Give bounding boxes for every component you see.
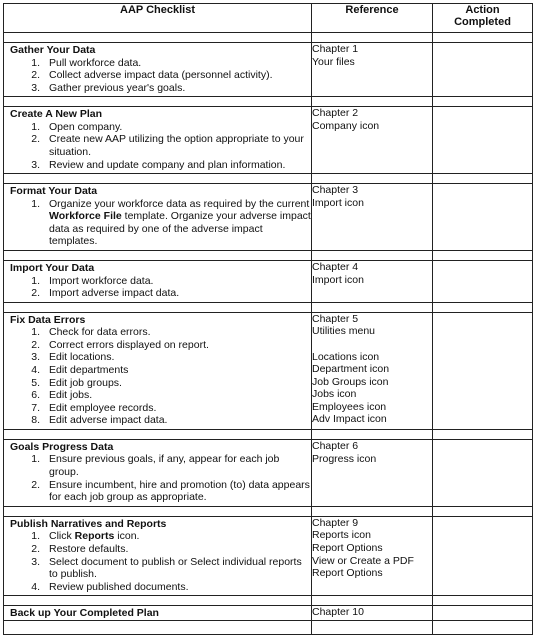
step-number: 3. <box>31 158 40 171</box>
spacer-row <box>4 429 533 439</box>
reference-line: Import icon <box>312 273 364 286</box>
section-title: Publish Narratives and Reports <box>10 517 167 530</box>
reference-line <box>312 235 432 248</box>
step-number: 1. <box>31 120 40 133</box>
section-reference-cell <box>312 261 433 303</box>
reference-line: Job Groups icon <box>312 375 389 388</box>
action-completed-cell[interactable] <box>433 184 533 251</box>
step-text: Create new AAP utilizing the option appropriate to your situation. <box>49 133 304 158</box>
step-text: Gather previous year's goals. <box>49 81 186 94</box>
section-steps-cell <box>4 107 312 174</box>
reference-line: Chapter 2 <box>312 107 359 120</box>
spacer-cell <box>312 596 433 606</box>
step-item <box>4 389 311 402</box>
step-number: 6. <box>31 389 40 402</box>
section-row <box>4 184 533 251</box>
aap-checklist-table <box>3 3 533 635</box>
reference-line: Chapter 9 <box>312 516 359 529</box>
spacer-cell <box>4 429 312 439</box>
reference-line <box>312 132 432 145</box>
section-steps-cell <box>4 439 312 506</box>
section-title: Back up Your Completed Plan <box>10 607 159 620</box>
step-number: 8. <box>31 414 40 427</box>
step-number: 2. <box>31 287 40 300</box>
step-item <box>4 364 311 377</box>
step-text: Open company. <box>49 120 123 133</box>
step-text: Ensure incumbent, hire and promotion (to) data appears for each job group as appropriate. <box>49 478 310 504</box>
reference-line: Progress icon <box>312 452 377 465</box>
action-completed-cell[interactable] <box>433 439 533 506</box>
reference-line <box>312 465 432 478</box>
step-number: 2. <box>31 542 40 555</box>
section-steps-cell <box>4 43 312 97</box>
step-text: Select document to publish or Select individual reports to publish. <box>49 555 302 581</box>
section-row <box>4 439 533 506</box>
step-text: Edit departments <box>49 364 129 376</box>
step-item <box>4 159 311 172</box>
section-title: Fix Data Errors <box>10 313 86 326</box>
reference-line <box>312 68 432 81</box>
step-text: Pull workforce data. <box>49 56 142 69</box>
section-title: Goals Progress Data <box>10 440 114 453</box>
reference-line: Import icon <box>312 196 364 209</box>
action-completed-cell[interactable] <box>433 606 533 621</box>
section-title: Format Your Data <box>10 185 98 198</box>
step-text: Collect adverse impact data (personnel activity). <box>49 69 273 82</box>
section-steps-cell <box>4 312 312 429</box>
step-number: 7. <box>31 401 40 414</box>
spacer-row <box>4 97 533 107</box>
reference-line <box>312 209 432 222</box>
action-completed-cell[interactable] <box>433 516 533 595</box>
section-reference-cell <box>312 606 433 621</box>
step-item <box>4 581 311 594</box>
step-item <box>4 69 311 82</box>
reference-line: Adv Impact icon <box>312 413 387 426</box>
section-row <box>4 312 533 429</box>
step-text: Organize your workforce data as required by the current <box>49 197 310 210</box>
step-text: Import adverse impact data. <box>49 287 180 300</box>
reference-line: Chapter 1 <box>312 43 359 55</box>
section-row <box>4 107 533 174</box>
step-number: 1. <box>31 197 40 210</box>
step-number: 4. <box>31 364 40 376</box>
step-list <box>4 530 311 595</box>
step-number: 3. <box>31 81 40 94</box>
step-item <box>4 57 311 70</box>
step-number: 2. <box>31 133 40 146</box>
step-text: Correct errors displayed on report. <box>49 338 209 351</box>
section-title: Gather Your Data <box>10 44 96 56</box>
step-item <box>4 339 311 352</box>
spacer-cell <box>4 97 312 107</box>
step-text: Restore defaults. <box>49 542 129 555</box>
section-reference-cell <box>312 516 433 595</box>
step-item <box>4 275 311 288</box>
reference-line <box>312 222 432 235</box>
step-text-emphasis: Workforce File <box>49 210 122 223</box>
step-item <box>4 402 311 415</box>
step-number: 5. <box>31 376 40 389</box>
step-item <box>4 543 311 556</box>
section-steps-cell <box>4 261 312 303</box>
reference-line: Chapter 3 <box>312 184 359 197</box>
step-item <box>4 121 311 134</box>
action-completed-cell[interactable] <box>433 261 533 303</box>
spacer-cell <box>433 302 533 312</box>
reference-line: Chapter 4 <box>312 261 359 274</box>
step-number: 2. <box>31 478 40 491</box>
step-text: Ensure previous goals, if any, appear for each job group. <box>49 453 280 479</box>
header-action-line1: Action <box>465 4 500 16</box>
step-item <box>4 414 311 427</box>
spacer-row <box>4 251 533 261</box>
header-checklist: AAP Checklist <box>4 4 312 33</box>
step-item <box>4 479 311 504</box>
spacer-row <box>4 174 533 184</box>
step-list <box>4 453 311 505</box>
spacer-row <box>4 506 533 516</box>
section-title: Import Your Data <box>10 262 95 275</box>
step-number: 3. <box>31 351 40 364</box>
header-action-completed <box>433 4 533 33</box>
section-reference-cell <box>312 439 433 506</box>
step-text: icon. <box>114 530 140 543</box>
reference-line: Chapter 5 <box>312 312 359 325</box>
action-completed-cell[interactable] <box>433 107 533 174</box>
section-row <box>4 261 533 303</box>
spacer-cell <box>4 302 312 312</box>
section-reference-cell <box>312 312 433 429</box>
step-text: Edit adverse impact data. <box>49 414 168 427</box>
reference-line <box>312 580 432 593</box>
spacer-cell <box>312 506 433 516</box>
step-item <box>4 351 311 364</box>
section-row <box>4 606 533 621</box>
step-item <box>4 377 311 390</box>
section-reference-cell <box>312 107 433 174</box>
header-reference: Reference <box>312 4 433 33</box>
step-list <box>4 198 311 250</box>
spacer-cell <box>312 174 433 184</box>
step-number: 1. <box>31 56 40 69</box>
step-number: 3. <box>31 555 40 568</box>
spacer-cell <box>433 251 533 261</box>
step-number: 2. <box>31 69 40 82</box>
reference-line <box>312 145 432 158</box>
reference-line <box>312 158 432 171</box>
step-text: Import workforce data. <box>49 274 154 287</box>
reference-line: Utilities menu <box>312 325 376 338</box>
step-item <box>4 198 311 248</box>
spacer-cell <box>312 251 433 261</box>
spacer-cell <box>312 429 433 439</box>
reference-line: Report Options <box>312 542 383 555</box>
header-action-line2: Completed <box>454 16 511 28</box>
section-reference-cell <box>312 43 433 97</box>
step-list <box>4 275 311 302</box>
step-text: Review and update company and plan information. <box>49 158 286 171</box>
step-number: 1. <box>31 530 40 543</box>
step-text: Check for data errors. <box>49 326 151 339</box>
spacer-cell <box>4 596 312 606</box>
spacer-cell <box>4 174 312 184</box>
spacer-cell <box>312 620 433 634</box>
spacer-cell <box>4 620 312 634</box>
reference-line: Chapter 10 <box>312 606 364 619</box>
reference-line: Chapter 6 <box>312 439 359 452</box>
section-steps-cell <box>4 184 312 251</box>
reference-line <box>312 490 432 503</box>
action-completed-cell[interactable] <box>433 312 533 429</box>
spacer-row <box>4 302 533 312</box>
section-reference-cell <box>312 184 433 251</box>
action-completed-cell[interactable] <box>433 43 533 97</box>
step-list <box>4 326 311 429</box>
reference-line: Reports icon <box>312 529 371 542</box>
spacer-row <box>4 620 533 634</box>
spacer-cell <box>433 506 533 516</box>
step-number: 1. <box>31 453 40 466</box>
step-item <box>4 133 311 158</box>
step-number: 1. <box>31 274 40 287</box>
spacer-cell <box>433 620 533 634</box>
spacer-cell <box>312 97 433 107</box>
spacer-cell <box>433 97 533 107</box>
step-item <box>4 82 311 95</box>
reference-line <box>312 81 432 94</box>
step-text: Edit locations. <box>49 351 115 364</box>
step-text: Review published documents. <box>49 580 189 593</box>
reference-line <box>312 478 432 491</box>
table-header-row <box>4 4 533 33</box>
spacer-cell <box>433 429 533 439</box>
spacer-cell <box>433 596 533 606</box>
spacer-cell <box>312 302 433 312</box>
reference-line: Department icon <box>312 363 390 376</box>
step-item <box>4 556 311 581</box>
spacer-row <box>4 33 533 43</box>
spacer-cell <box>433 33 533 43</box>
step-item <box>4 530 311 543</box>
step-text: Edit employee records. <box>49 401 157 414</box>
section-steps-cell <box>4 606 312 621</box>
step-item <box>4 287 311 300</box>
step-text: template. Organize your adverse impact data as required by one of the adverse impact templates. <box>49 210 311 248</box>
step-text-emphasis: Reports <box>74 530 115 543</box>
step-text: Edit job groups. <box>49 376 122 389</box>
spacer-cell <box>433 174 533 184</box>
reference-line: Locations icon <box>312 350 380 363</box>
reference-line <box>312 286 432 299</box>
step-number: 4. <box>31 580 40 593</box>
step-list <box>4 121 311 173</box>
section-row <box>4 516 533 595</box>
section-title: Create A New Plan <box>10 108 103 121</box>
spacer-row <box>4 596 533 606</box>
section-row <box>4 43 533 97</box>
reference-line: Jobs icon <box>312 388 357 401</box>
step-text: Click <box>49 530 75 543</box>
step-number: 2. <box>31 338 40 351</box>
reference-line: Your files <box>312 55 355 68</box>
step-item <box>4 453 311 478</box>
step-item <box>4 326 311 339</box>
reference-line: Report Options <box>312 567 383 580</box>
step-number: 1. <box>31 326 40 339</box>
spacer-cell <box>4 506 312 516</box>
reference-line: View or Create a PDF <box>312 554 414 567</box>
step-text: Edit jobs. <box>49 389 93 402</box>
reference-line <box>312 338 432 351</box>
reference-line: Employees icon <box>312 400 387 413</box>
spacer-cell <box>4 33 312 43</box>
reference-line: Company icon <box>312 119 380 132</box>
section-steps-cell <box>4 516 312 595</box>
spacer-cell <box>4 251 312 261</box>
step-list <box>4 57 311 97</box>
spacer-cell <box>312 33 433 43</box>
